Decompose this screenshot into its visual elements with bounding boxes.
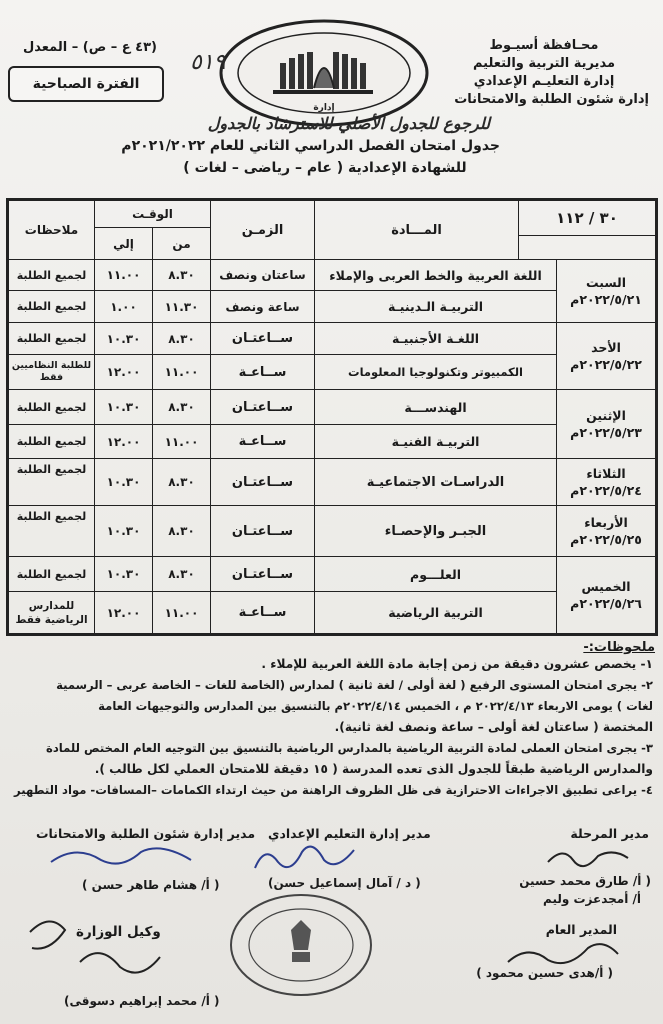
row-note: لجميع الطلبة xyxy=(8,322,95,355)
row-subject: اللغة العربية والخط العربى والإملاء xyxy=(314,259,557,291)
row-duration: ســاعتـان xyxy=(210,389,315,425)
row-subject: الكمبيوتر وتكنولوجيا المعلومات xyxy=(314,354,557,390)
day-cell-thu xyxy=(556,556,656,634)
general-manager-title: المدير العام xyxy=(545,922,617,937)
row-from: ١١.٠٠ xyxy=(152,591,211,634)
stage-manager-signature xyxy=(543,844,633,874)
schedule-subtitle: للشهادة الإعدادية ( عام – رياضى – لغات ) xyxy=(183,160,467,176)
row-to: ١١.٠٠ xyxy=(94,259,153,291)
row-subject: الجبـر والإحصـاء xyxy=(314,505,557,557)
row-duration: ســاعتـان xyxy=(210,505,315,557)
row-to: ١٢.٠٠ xyxy=(94,354,153,390)
handwritten-corner-mark: ٥١٩ xyxy=(190,50,226,75)
prep-ed-signature xyxy=(250,840,360,880)
day-column-top xyxy=(518,235,656,260)
row-note: للطلبة النظاميين فقط xyxy=(8,354,95,390)
prep-ed-manager-title: مدير إدارة التعليم الإعدادي xyxy=(268,826,431,841)
row-duration: ســاعـة xyxy=(210,591,315,634)
row-subject: العلـــوم xyxy=(314,556,557,592)
students-manager-title: مدير إدارة شئون الطلبة والامتحانات xyxy=(36,826,256,841)
svg-text:إدارة: إدارة xyxy=(313,103,335,113)
deputy-minister-name: ( أ/ محمد إبراهيم دسوقى) xyxy=(64,994,220,1008)
row-subject: الهندســـة xyxy=(314,389,557,425)
day-date: ٢٠٢٢/٥/٢٣م xyxy=(570,425,642,440)
deputy-minister-title: وكيل الوزارة xyxy=(76,924,161,940)
day-date: ٢٠٢٢/٥/٢٥م xyxy=(570,532,642,547)
row-duration: ساعتان ونصف xyxy=(210,259,315,291)
general-manager-name: ( أ/هدى حسين محمود ) xyxy=(476,966,613,980)
stage-manager-name-1: ( أ/ طارق محمد حسين xyxy=(519,874,651,888)
row-duration: ســاعتـان xyxy=(210,458,315,506)
ministry-logo xyxy=(218,18,430,128)
day-cell-sat xyxy=(556,259,656,323)
header-right xyxy=(439,38,649,110)
official-stamp xyxy=(226,890,376,1004)
row-to: ١٢.٠٠ xyxy=(94,591,153,634)
day-name: الثلاثاء xyxy=(586,466,626,481)
row-to: ١٢.٠٠ xyxy=(94,424,153,459)
note-line: المختصة ( ساعتان لغة أولى – ساعة ونصف لغة ثانية). xyxy=(334,720,653,734)
header-to: إلي xyxy=(94,227,153,260)
note-line: ١- يخصص عشرون دقيقة من زمن إجابة مادة اللغة العربية للإملاء . xyxy=(261,657,653,671)
exam-schedule-table xyxy=(6,198,658,636)
header-prep-admin: إدارة التعليـم الإعدادي xyxy=(473,74,615,89)
note-line: لغات ) يومى الاربعاء ٢٠٢٢/٤/١٣ م ، الخميس ٢٠٢٢/٤/١٤م بالتنسيق بين المدارس والتوجيهات العامة xyxy=(98,699,653,713)
day-cell-wed xyxy=(556,505,656,557)
row-to: ١٠.٣٠ xyxy=(94,505,153,557)
stage-manager-name-2: أ/ أمجدعزت وليم xyxy=(543,892,641,906)
day-name: الأحد xyxy=(591,340,621,355)
row-duration: ساعة ونصف xyxy=(210,290,315,323)
row-from: ٨.٣٠ xyxy=(152,556,211,592)
day-date: ٢٠٢٢/٥/٢١م xyxy=(570,292,642,307)
row-from: ٨.٣٠ xyxy=(152,322,211,355)
row-duration: ســاعتـان xyxy=(210,322,315,355)
header-notes: ملاحظات xyxy=(8,200,95,260)
note-line: ٢- يجرى امتحان المستوى الرفيع ( لغة أولى / لغة ثانية ) لمدارس (الخاصة للغات – الخاصة عربى – الرسمية xyxy=(56,678,653,692)
row-from: ١١.٠٠ xyxy=(152,354,211,390)
row-duration: ســاعتـان xyxy=(210,556,315,592)
note-line: ٤- يراعى تطبيق الاجراءات الاحترازية فى ظل الظروف الراهنة من حيث ارتداء الكمامات –المسافات- مواد التطهير xyxy=(14,783,653,797)
header-directorate: مديرية التربية والتعليم xyxy=(472,56,616,71)
morning-period-box: الفترة الصباحية xyxy=(8,66,164,102)
students-manager-signature xyxy=(46,842,196,876)
row-subject: التربيـة الـدينيـة xyxy=(314,290,557,323)
form-code: (٤٣ ع – ص) – المعدل xyxy=(23,40,157,55)
header-from: من xyxy=(152,227,211,260)
notes-title: ملحوظات:- xyxy=(583,640,655,655)
header-time: الوقـت xyxy=(94,200,211,228)
students-manager-name: ( أ/ هشام طاهر حسن ) xyxy=(82,878,220,892)
day-date: ٢٠٢٢/٥/٢٦م xyxy=(570,596,642,611)
day-name: الأربعاء xyxy=(584,515,628,530)
row-from: ٨.٣٠ xyxy=(152,259,211,291)
prep-ed-manager-name: ( د / آمال إسماعيل حسن) xyxy=(268,876,421,890)
stage-manager-title: مدير المرحلة xyxy=(570,826,649,841)
row-from: ٨.٣٠ xyxy=(152,458,211,506)
day-cell-mon xyxy=(556,389,656,459)
note-line: والمدارس الرياضية طبقاً للجدول الذى تعده المدرسة ( ١٥ دقيقة للامتحان العملي لكل طالب ). xyxy=(94,762,653,776)
day-date: ٢٠٢٢/٥/٢٤م xyxy=(570,483,642,498)
note-line: ٣- يجرى امتحان العملى لمادة التربية الرياضية بالمدارس الرياضية بالتنسيق بين التوجيه العام المختص للمادة xyxy=(45,741,653,755)
header-governorate: محـافظة أسيـوط xyxy=(489,38,599,53)
row-to: ١.٠٠ xyxy=(94,290,153,323)
header-duration: الزمـن xyxy=(210,200,315,260)
row-subject: التربية الرياضية xyxy=(314,591,557,634)
row-subject: الدراسـات الاجتماعيـة xyxy=(314,458,557,506)
row-to: ١٠.٣٠ xyxy=(94,389,153,425)
row-note: لجميع الطلبة xyxy=(8,556,95,592)
deputy-minister-signature xyxy=(20,912,170,996)
doc-number-cell: ٣٠ / ١١٢ xyxy=(518,200,656,236)
handwritten-note: للرجوع للجدول الأصلي للاسترشاد بالجدول xyxy=(207,114,490,133)
notes-list xyxy=(5,657,653,804)
day-name: الإثنين xyxy=(586,408,626,423)
row-note: لجميع الطلبة xyxy=(8,505,95,557)
row-note: لجميع الطلبة xyxy=(8,290,95,323)
day-name: السبت xyxy=(585,275,627,290)
day-name: الخميس xyxy=(581,579,631,594)
row-note: لجميع الطلبة xyxy=(8,259,95,291)
row-from: ٨.٣٠ xyxy=(152,389,211,425)
row-subject: التربيـة الفنيـة xyxy=(314,424,557,459)
header-students-admin: إدارة شئون الطلبة والامتحانات xyxy=(454,92,649,107)
day-cell-tue xyxy=(556,458,656,506)
row-from: ١١.٠٠ xyxy=(152,424,211,459)
row-note: للمدارس الرياضية فقط xyxy=(8,591,95,634)
row-from: ١١.٣٠ xyxy=(152,290,211,323)
row-note: لجميع الطلبة xyxy=(8,389,95,425)
row-to: ١٠.٣٠ xyxy=(94,556,153,592)
schedule-title: جدول امتحان الفصل الدراسي الثاني للعام ٢٠٢١/٢٠٢٢م xyxy=(121,138,500,154)
day-cell-sun xyxy=(556,322,656,390)
row-to: ١٠.٣٠ xyxy=(94,322,153,355)
row-note: لجميع الطلبة xyxy=(8,458,95,506)
row-subject: اللغـة الأجنبيـة xyxy=(314,322,557,355)
row-note: لجميع الطلبة xyxy=(8,424,95,459)
row-from: ٨.٣٠ xyxy=(152,505,211,557)
row-to: ١٠.٣٠ xyxy=(94,458,153,506)
row-duration: ســاعـة xyxy=(210,424,315,459)
row-duration: ســاعـة xyxy=(210,354,315,390)
header-subject: المـــادة xyxy=(314,200,519,260)
day-date: ٢٠٢٢/٥/٢٢م xyxy=(570,357,642,372)
